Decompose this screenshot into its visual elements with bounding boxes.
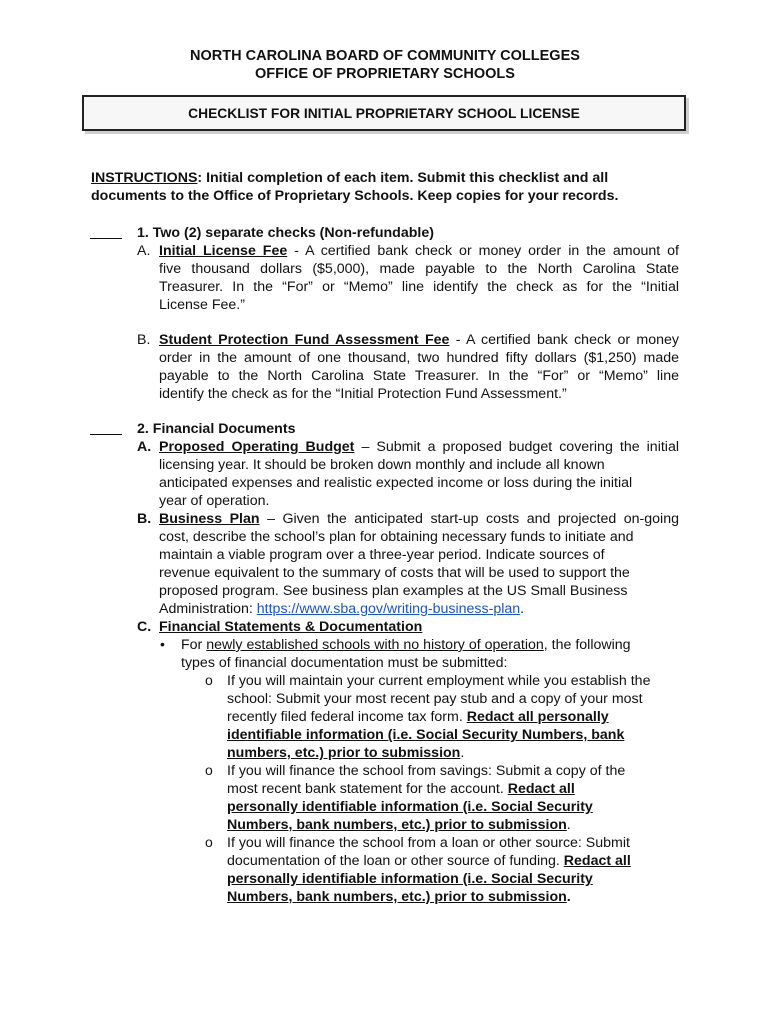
office-name: OFFICE OF PROPRIETARY SCHOOLS (255, 66, 515, 82)
bullet-icon: • (160, 636, 165, 652)
checkbox-blank-item-1[interactable] (90, 238, 122, 239)
option-3-line-2: documentation of the loan or other source of funding. Redact all (227, 853, 631, 869)
item-2a-line-4: year of operation. (159, 493, 270, 509)
instructions-line-2: documents to the Office of Proprietary Schools. Keep copies for your records. (91, 188, 619, 204)
option-3-line-4: Numbers, bank numbers, etc.) prior to submission. (227, 889, 571, 905)
instructions-label: INSTRUCTIONS (91, 170, 198, 186)
option-1-line-4: identifiable information (i.e. Social Security Numbers, bank (227, 727, 625, 743)
item-1a-line-2: five thousand dollars ($5,000), made payable to the North Carolina State (159, 261, 679, 277)
option-3-line-3: personally identifiable information (i.e. Social Security (227, 871, 593, 887)
document-title: CHECKLIST FOR INITIAL PROPRIETARY SCHOOL LICENSE (82, 95, 686, 131)
item-1a-line-1: Initial License Fee - A certified bank check or money order in the amount of (159, 243, 679, 259)
item-1a-marker: A. (137, 243, 151, 259)
item-2c-marker: C. (137, 619, 152, 635)
option-1-line-1: If you will maintain your current employment while you establish the (227, 673, 651, 689)
item-1b-line-3: payable to the North Carolina State Treasurer. In the “For” or “Memo” line (159, 368, 679, 384)
item-2b-line-2: cost, describe the school’s plan for obtaining necessary funds to initiate and (159, 529, 634, 545)
circle-bullet-icon: o (205, 834, 213, 850)
item-2a-line-2: licensing year. It should be broken down monthly and include all known (159, 457, 605, 473)
circle-bullet-icon: o (205, 672, 213, 688)
item-1a-line-3: Treasurer. In the “For” or “Memo” line identify the check as for the “Initial (159, 279, 679, 295)
organization-name: NORTH CAROLINA BOARD OF COMMUNITY COLLEGES (190, 48, 580, 64)
item-2a-line-3: anticipated expenses and realistic expected income or loss during the initial (159, 475, 633, 491)
item-1b-line-4: identify the check as for the “Initial Protection Fund Assessment.” (159, 386, 567, 402)
item-2-heading: 2. Financial Documents (137, 421, 296, 437)
item-2c-title: Financial Statements & Documentation (159, 619, 423, 635)
item-1b-line-1: Student Protection Fund Assessment Fee - A certified bank check or money (159, 332, 679, 348)
bullet-line-1: For newly established schools with no history of operation, the following (181, 637, 631, 653)
instructions-line-1: INSTRUCTIONS: Initial completion of each item. Submit this checklist and all (91, 170, 609, 186)
option-2-line-3: personally identifiable information (i.e. Social Security (227, 799, 593, 815)
option-1-line-5: numbers, etc.) prior to submission. (227, 745, 465, 761)
item-2b-line-5: proposed program. See business plan examples at the US Small Business (159, 583, 628, 599)
option-1-line-3: recently filed federal income tax form. Redact all personally (227, 709, 609, 725)
bullet-line-2: types of financial documentation must be submitted: (181, 655, 508, 671)
sba-business-plan-link[interactable]: https://www.sba.gov/writing-business-plan (256, 601, 521, 617)
item-2b-line-1: Business Plan – Given the anticipated start-up costs and projected on-going (159, 511, 679, 527)
item-2b-marker: B. (137, 511, 152, 527)
option-1-line-2: school: Submit your most recent pay stub and a copy of your most (227, 691, 643, 707)
item-1a-line-4: License Fee.” (159, 297, 245, 313)
checkbox-blank-item-2[interactable] (90, 434, 122, 435)
circle-bullet-icon: o (205, 762, 213, 778)
option-2-line-2: most recent bank statement for the account. Redact all (227, 781, 575, 797)
item-1b-marker: B. (137, 332, 151, 348)
option-2-line-1: If you will finance the school from savings: Submit a copy of the (227, 763, 626, 779)
option-3-line-1: If you will finance the school from a loan or other source: Submit (227, 835, 630, 851)
item-2a-marker: A. (137, 439, 152, 455)
item-2b-line-6: Administration: https://www.sba.gov/writing-business-plan. (159, 601, 525, 617)
item-1-heading: 1. Two (2) separate checks (Non-refundable) (137, 225, 434, 241)
item-1b-line-2: order in the amount of one thousand, two hundred fifty dollars ($1,250) made (159, 350, 679, 366)
item-2a-line-1: Proposed Operating Budget – Submit a proposed budget covering the initial (159, 439, 679, 455)
option-2-line-4: Numbers, bank numbers, etc.) prior to submission. (227, 817, 571, 833)
item-2b-line-4: revenue equivalent to the summary of costs that will be used to support the (159, 565, 630, 581)
item-2b-line-3: maintain a viable program over a three-year period. Indicate sources of (159, 547, 605, 563)
